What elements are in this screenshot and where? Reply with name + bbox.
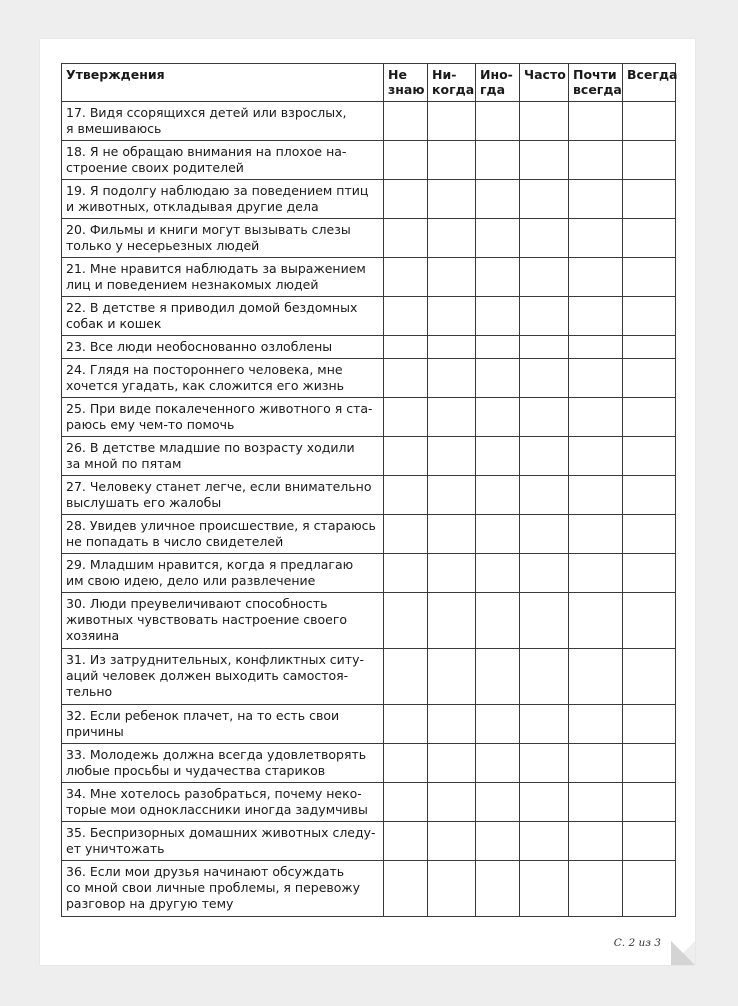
table-row <box>62 258 676 297</box>
answer-cell[interactable] <box>476 649 520 705</box>
answer-cell[interactable] <box>476 219 520 258</box>
answer-cell[interactable] <box>623 141 676 180</box>
answer-cell[interactable] <box>569 861 623 917</box>
answer-cell[interactable] <box>428 554 476 593</box>
header-option: Ино- гда <box>476 64 520 102</box>
header-option: Всегда <box>623 64 676 102</box>
answer-cell[interactable] <box>384 336 428 359</box>
table-row <box>62 593 676 649</box>
answer-cell[interactable] <box>623 359 676 398</box>
answer-cell[interactable] <box>476 744 520 783</box>
statement-cell: 25. При виде покалеченного животного я ста- раюсь ему чем-то помочь <box>62 398 384 437</box>
answer-cell[interactable] <box>520 705 569 744</box>
statement-cell: 34. Мне хотелось разобраться, почему неко- торые мои одноклассники иногда задумчивы <box>62 783 384 822</box>
header-option: Почти всегда <box>569 64 623 102</box>
table-row <box>62 822 676 861</box>
answer-cell[interactable] <box>428 861 476 917</box>
answer-cell[interactable] <box>623 437 676 476</box>
answer-cell[interactable] <box>428 822 476 861</box>
answer-cell[interactable] <box>476 515 520 554</box>
answer-cell[interactable] <box>623 744 676 783</box>
statement-cell: 18. Я не обращаю внимания на плохое на- строение своих родителей <box>62 141 384 180</box>
answer-cell[interactable] <box>476 398 520 437</box>
answer-cell[interactable] <box>623 515 676 554</box>
answer-cell[interactable] <box>428 102 476 141</box>
table-row <box>62 102 676 141</box>
table-row <box>62 861 676 917</box>
header-statement: Утверждения <box>62 64 384 102</box>
statement-cell: 35. Беспризорных домашних животных следу- ет уничтожать <box>62 822 384 861</box>
answer-cell[interactable] <box>476 593 520 649</box>
table-row <box>62 649 676 705</box>
answer-cell[interactable] <box>520 398 569 437</box>
table-row <box>62 141 676 180</box>
answer-cell[interactable] <box>623 102 676 141</box>
answer-cell[interactable] <box>569 398 623 437</box>
table-row <box>62 744 676 783</box>
statement-cell: 32. Если ребенок плачет, на то есть свои причины <box>62 705 384 744</box>
answer-cell[interactable] <box>520 822 569 861</box>
answer-cell[interactable] <box>476 180 520 219</box>
answer-cell[interactable] <box>623 297 676 336</box>
answer-cell[interactable] <box>520 141 569 180</box>
table-row <box>62 554 676 593</box>
answer-cell[interactable] <box>520 297 569 336</box>
answer-cell[interactable] <box>569 219 623 258</box>
statement-cell: 30. Люди преувеличивают способность животных чувствовать настроение своего хозяина <box>62 593 384 649</box>
answer-cell[interactable] <box>428 593 476 649</box>
answer-cell[interactable] <box>428 297 476 336</box>
answer-cell[interactable] <box>520 649 569 705</box>
answer-cell[interactable] <box>384 359 428 398</box>
answer-cell[interactable] <box>520 744 569 783</box>
answer-cell[interactable] <box>384 649 428 705</box>
answer-cell[interactable] <box>520 258 569 297</box>
statement-cell: 23. Все люди необоснованно озлоблены <box>62 336 384 359</box>
answer-cell[interactable] <box>569 102 623 141</box>
answer-cell[interactable] <box>476 141 520 180</box>
answer-cell[interactable] <box>476 705 520 744</box>
answer-cell[interactable] <box>520 515 569 554</box>
answer-cell[interactable] <box>623 398 676 437</box>
answer-cell[interactable] <box>476 554 520 593</box>
answer-cell[interactable] <box>384 141 428 180</box>
table-row <box>62 297 676 336</box>
statement-cell: 29. Младшим нравится, когда я предлагаю им свою идею, дело или развлечение <box>62 554 384 593</box>
answer-cell[interactable] <box>569 744 623 783</box>
survey-table <box>61 63 676 917</box>
answer-cell[interactable] <box>428 336 476 359</box>
table-row <box>62 180 676 219</box>
answer-cell[interactable] <box>569 515 623 554</box>
table-row <box>62 336 676 359</box>
table-row <box>62 359 676 398</box>
table-row <box>62 219 676 258</box>
answer-cell[interactable] <box>623 336 676 359</box>
statement-cell: 17. Видя ссорящихся детей или взрослых, я вмешиваюсь <box>62 102 384 141</box>
answer-cell[interactable] <box>569 336 623 359</box>
answer-cell[interactable] <box>569 554 623 593</box>
statement-cell: 20. Фильмы и книги могут вызывать слезы только у несерьезных людей <box>62 219 384 258</box>
answer-cell[interactable] <box>384 554 428 593</box>
statement-cell: 33. Молодежь должна всегда удовлетворять любые просьбы и чудачества стариков <box>62 744 384 783</box>
answer-cell[interactable] <box>520 554 569 593</box>
answer-cell[interactable] <box>623 783 676 822</box>
answer-cell[interactable] <box>520 180 569 219</box>
answer-cell[interactable] <box>384 437 428 476</box>
answer-cell[interactable] <box>569 258 623 297</box>
answer-cell[interactable] <box>428 476 476 515</box>
statement-cell: 27. Человеку станет легче, если внимательно выслушать его жалобы <box>62 476 384 515</box>
table-row <box>62 783 676 822</box>
answer-cell[interactable] <box>520 336 569 359</box>
answer-cell[interactable] <box>384 861 428 917</box>
table-row <box>62 476 676 515</box>
answer-cell[interactable] <box>476 336 520 359</box>
answer-cell[interactable] <box>520 861 569 917</box>
answer-cell[interactable] <box>520 593 569 649</box>
answer-cell[interactable] <box>384 476 428 515</box>
answer-cell[interactable] <box>623 476 676 515</box>
answer-cell[interactable] <box>476 861 520 917</box>
answer-cell[interactable] <box>384 783 428 822</box>
answer-cell[interactable] <box>520 437 569 476</box>
answer-cell[interactable] <box>476 102 520 141</box>
answer-cell[interactable] <box>476 476 520 515</box>
answer-cell[interactable] <box>623 822 676 861</box>
answer-cell[interactable] <box>569 476 623 515</box>
statement-cell: 21. Мне нравится наблюдать за выражением лиц и поведением незнакомых людей <box>62 258 384 297</box>
statement-cell: 22. В детстве я приводил домой бездомных собак и кошек <box>62 297 384 336</box>
answer-cell[interactable] <box>428 437 476 476</box>
answer-cell[interactable] <box>520 783 569 822</box>
answer-cell[interactable] <box>428 783 476 822</box>
header-option: Не знаю <box>384 64 428 102</box>
header-option: Часто <box>520 64 569 102</box>
answer-cell[interactable] <box>569 783 623 822</box>
answer-cell[interactable] <box>569 180 623 219</box>
answer-cell[interactable] <box>623 180 676 219</box>
answer-cell[interactable] <box>569 593 623 649</box>
answer-cell[interactable] <box>384 744 428 783</box>
answer-cell[interactable] <box>623 705 676 744</box>
answer-cell[interactable] <box>428 515 476 554</box>
answer-cell[interactable] <box>428 141 476 180</box>
answer-cell[interactable] <box>569 141 623 180</box>
answer-cell[interactable] <box>569 822 623 861</box>
answer-cell[interactable] <box>476 783 520 822</box>
answer-cell[interactable] <box>428 744 476 783</box>
header-option: Ни- когда <box>428 64 476 102</box>
statement-cell: 36. Если мои друзья начинают обсуждать со мной свои личные проблемы, я перевожу разговор на другую тему <box>62 861 384 917</box>
answer-cell[interactable] <box>569 437 623 476</box>
answer-cell[interactable] <box>384 822 428 861</box>
document-page <box>40 39 695 965</box>
answer-cell[interactable] <box>384 258 428 297</box>
answer-cell[interactable] <box>384 102 428 141</box>
answer-cell[interactable] <box>384 515 428 554</box>
answer-cell[interactable] <box>520 359 569 398</box>
answer-cell[interactable] <box>428 258 476 297</box>
page-corner-shadow <box>671 941 695 965</box>
answer-cell[interactable] <box>428 649 476 705</box>
answer-cell[interactable] <box>569 705 623 744</box>
answer-cell[interactable] <box>520 476 569 515</box>
answer-cell[interactable] <box>428 219 476 258</box>
statement-cell: 19. Я подолгу наблюдаю за поведением птиц и животных, откладывая другие дела <box>62 180 384 219</box>
answer-cell[interactable] <box>384 398 428 437</box>
answer-cell[interactable] <box>384 180 428 219</box>
answer-cell[interactable] <box>520 102 569 141</box>
table-row <box>62 515 676 554</box>
answer-cell[interactable] <box>476 258 520 297</box>
answer-cell[interactable] <box>428 705 476 744</box>
statement-cell: 24. Глядя на постороннего человека, мне хочется угадать, как сложится его жизнь <box>62 359 384 398</box>
answer-cell[interactable] <box>384 219 428 258</box>
answer-cell[interactable] <box>476 297 520 336</box>
table-row <box>62 398 676 437</box>
answer-cell[interactable] <box>428 398 476 437</box>
answer-cell[interactable] <box>569 649 623 705</box>
page-number: С. 2 из 3 <box>613 937 661 949</box>
answer-cell[interactable] <box>623 649 676 705</box>
answer-cell[interactable] <box>428 180 476 219</box>
answer-cell[interactable] <box>623 861 676 917</box>
answer-cell[interactable] <box>569 359 623 398</box>
table-row <box>62 705 676 744</box>
answer-cell[interactable] <box>520 219 569 258</box>
statement-cell: 26. В детстве младшие по возрасту ходили за мной по пятам <box>62 437 384 476</box>
answer-cell[interactable] <box>476 437 520 476</box>
answer-cell[interactable] <box>428 359 476 398</box>
answer-cell[interactable] <box>623 258 676 297</box>
answer-cell[interactable] <box>623 593 676 649</box>
header-row <box>62 64 676 102</box>
answer-cell[interactable] <box>476 822 520 861</box>
answer-cell[interactable] <box>623 554 676 593</box>
statement-cell: 31. Из затруднительных, конфликтных ситу- аций человек должен выходить самостоя- тельно <box>62 649 384 705</box>
answer-cell[interactable] <box>569 297 623 336</box>
answer-cell[interactable] <box>384 593 428 649</box>
statement-cell: 28. Увидев уличное происшествие, я стараюсь не попадать в число свидетелей <box>62 515 384 554</box>
answer-cell[interactable] <box>623 219 676 258</box>
answer-cell[interactable] <box>476 359 520 398</box>
table-row <box>62 437 676 476</box>
answer-cell[interactable] <box>384 297 428 336</box>
answer-cell[interactable] <box>384 705 428 744</box>
